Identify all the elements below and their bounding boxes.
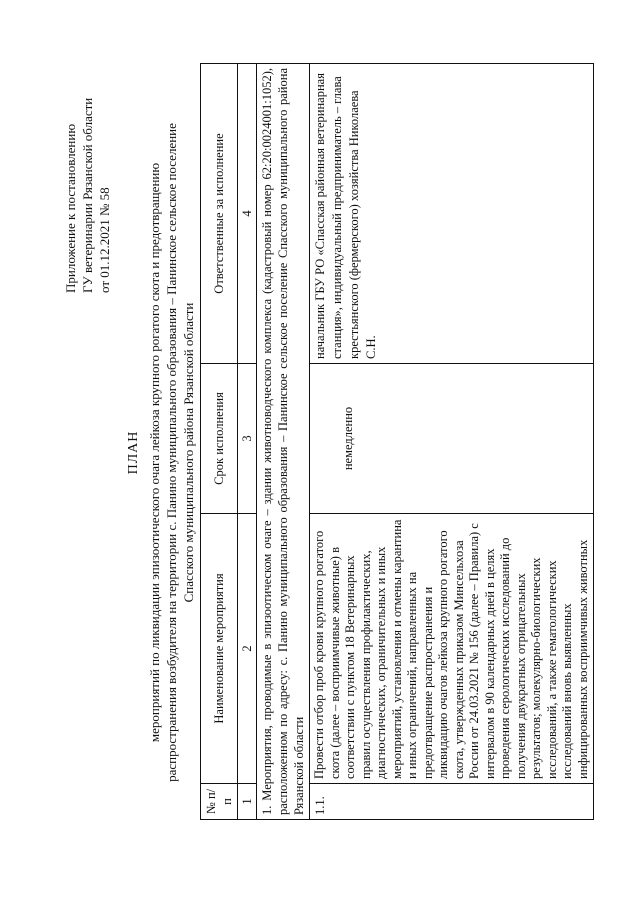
row-responsible: начальник ГБУ РО «Спасская районная ветеринарная станция», индивидуальный предприниматель – глава крестьянского (фермерского) хозяйства Николаева С.Н. [310,64,594,364]
table-row [310,64,594,820]
table-header-row [201,64,238,820]
column-number-2: 2 [238,514,257,784]
column-number-4: 4 [238,64,257,364]
plan-subtitle-line-3: Спасского муниципального района Рязанской области [181,302,196,603]
plan-subtitle-line-1: мероприятий по ликвидации эпизоотического очага лейкоза крупного рогатого скота и предотвращению [147,162,162,743]
section-1-title: 1. Мероприятия, проводимые в эпизоотическом очаге – здании животноводческого комплекса (кадастровый номер 62:20:0024001:1052), расположенном по адресу: с. Панино муниципального образования – Панинское сельское поселение Спасского муниципального района Рязанской области [257,64,310,820]
column-number-1: 1 [238,784,257,820]
plan-title: ПЛАН [126,430,141,475]
column-number-row [238,64,257,820]
row-task: Провести отбор проб крови крупного рогатого скота (далее – восприимчивые животные) в соответствии с пунктом 18 Ветеринарных правил осуществления профилактических, диагностических, ограничительных и иных мероприятий, установления и отмены карантина и иных ограничений, направленных на предотвращение распространения и ликвидацию очагов лейкоза крупного рогатого скота, утвержденных приказом Минсельхоза России от 24.03.2021 № 156 (далее – Правила) с интервалом в 90 календарных дней в целях проведения серологических исследований до получения двукратных отрицательных результатов; молекулярно-биологических исследований, а также гематологических исследований вновь выявленных инфицированных восприимчивых животных [310,514,594,784]
appendix-header [62,33,113,293]
appendix-line-2: ГУ ветеринарии Рязанской области [80,97,95,293]
header-task: Наименование мероприятия [201,514,238,784]
row-term: немедленно [310,364,594,514]
plan-subtitle [146,30,197,875]
plan-subtitle-line-2: распространения возбудителя на территории с. Панино муниципального образования – Панинское сельское поселение [164,123,179,782]
column-number-3: 3 [238,364,257,514]
header-term: Срок исполнения [201,364,238,514]
plan-table [200,63,594,820]
header-number: № п/п [201,784,238,820]
appendix-line-3: от 01.12.2021 № 58 [97,187,112,293]
section-row [257,64,310,820]
header-responsible: Ответственные за исполнение [201,64,238,364]
row-number: 1.1. [310,784,594,820]
appendix-line-1: Приложение к постановлению [63,123,78,293]
